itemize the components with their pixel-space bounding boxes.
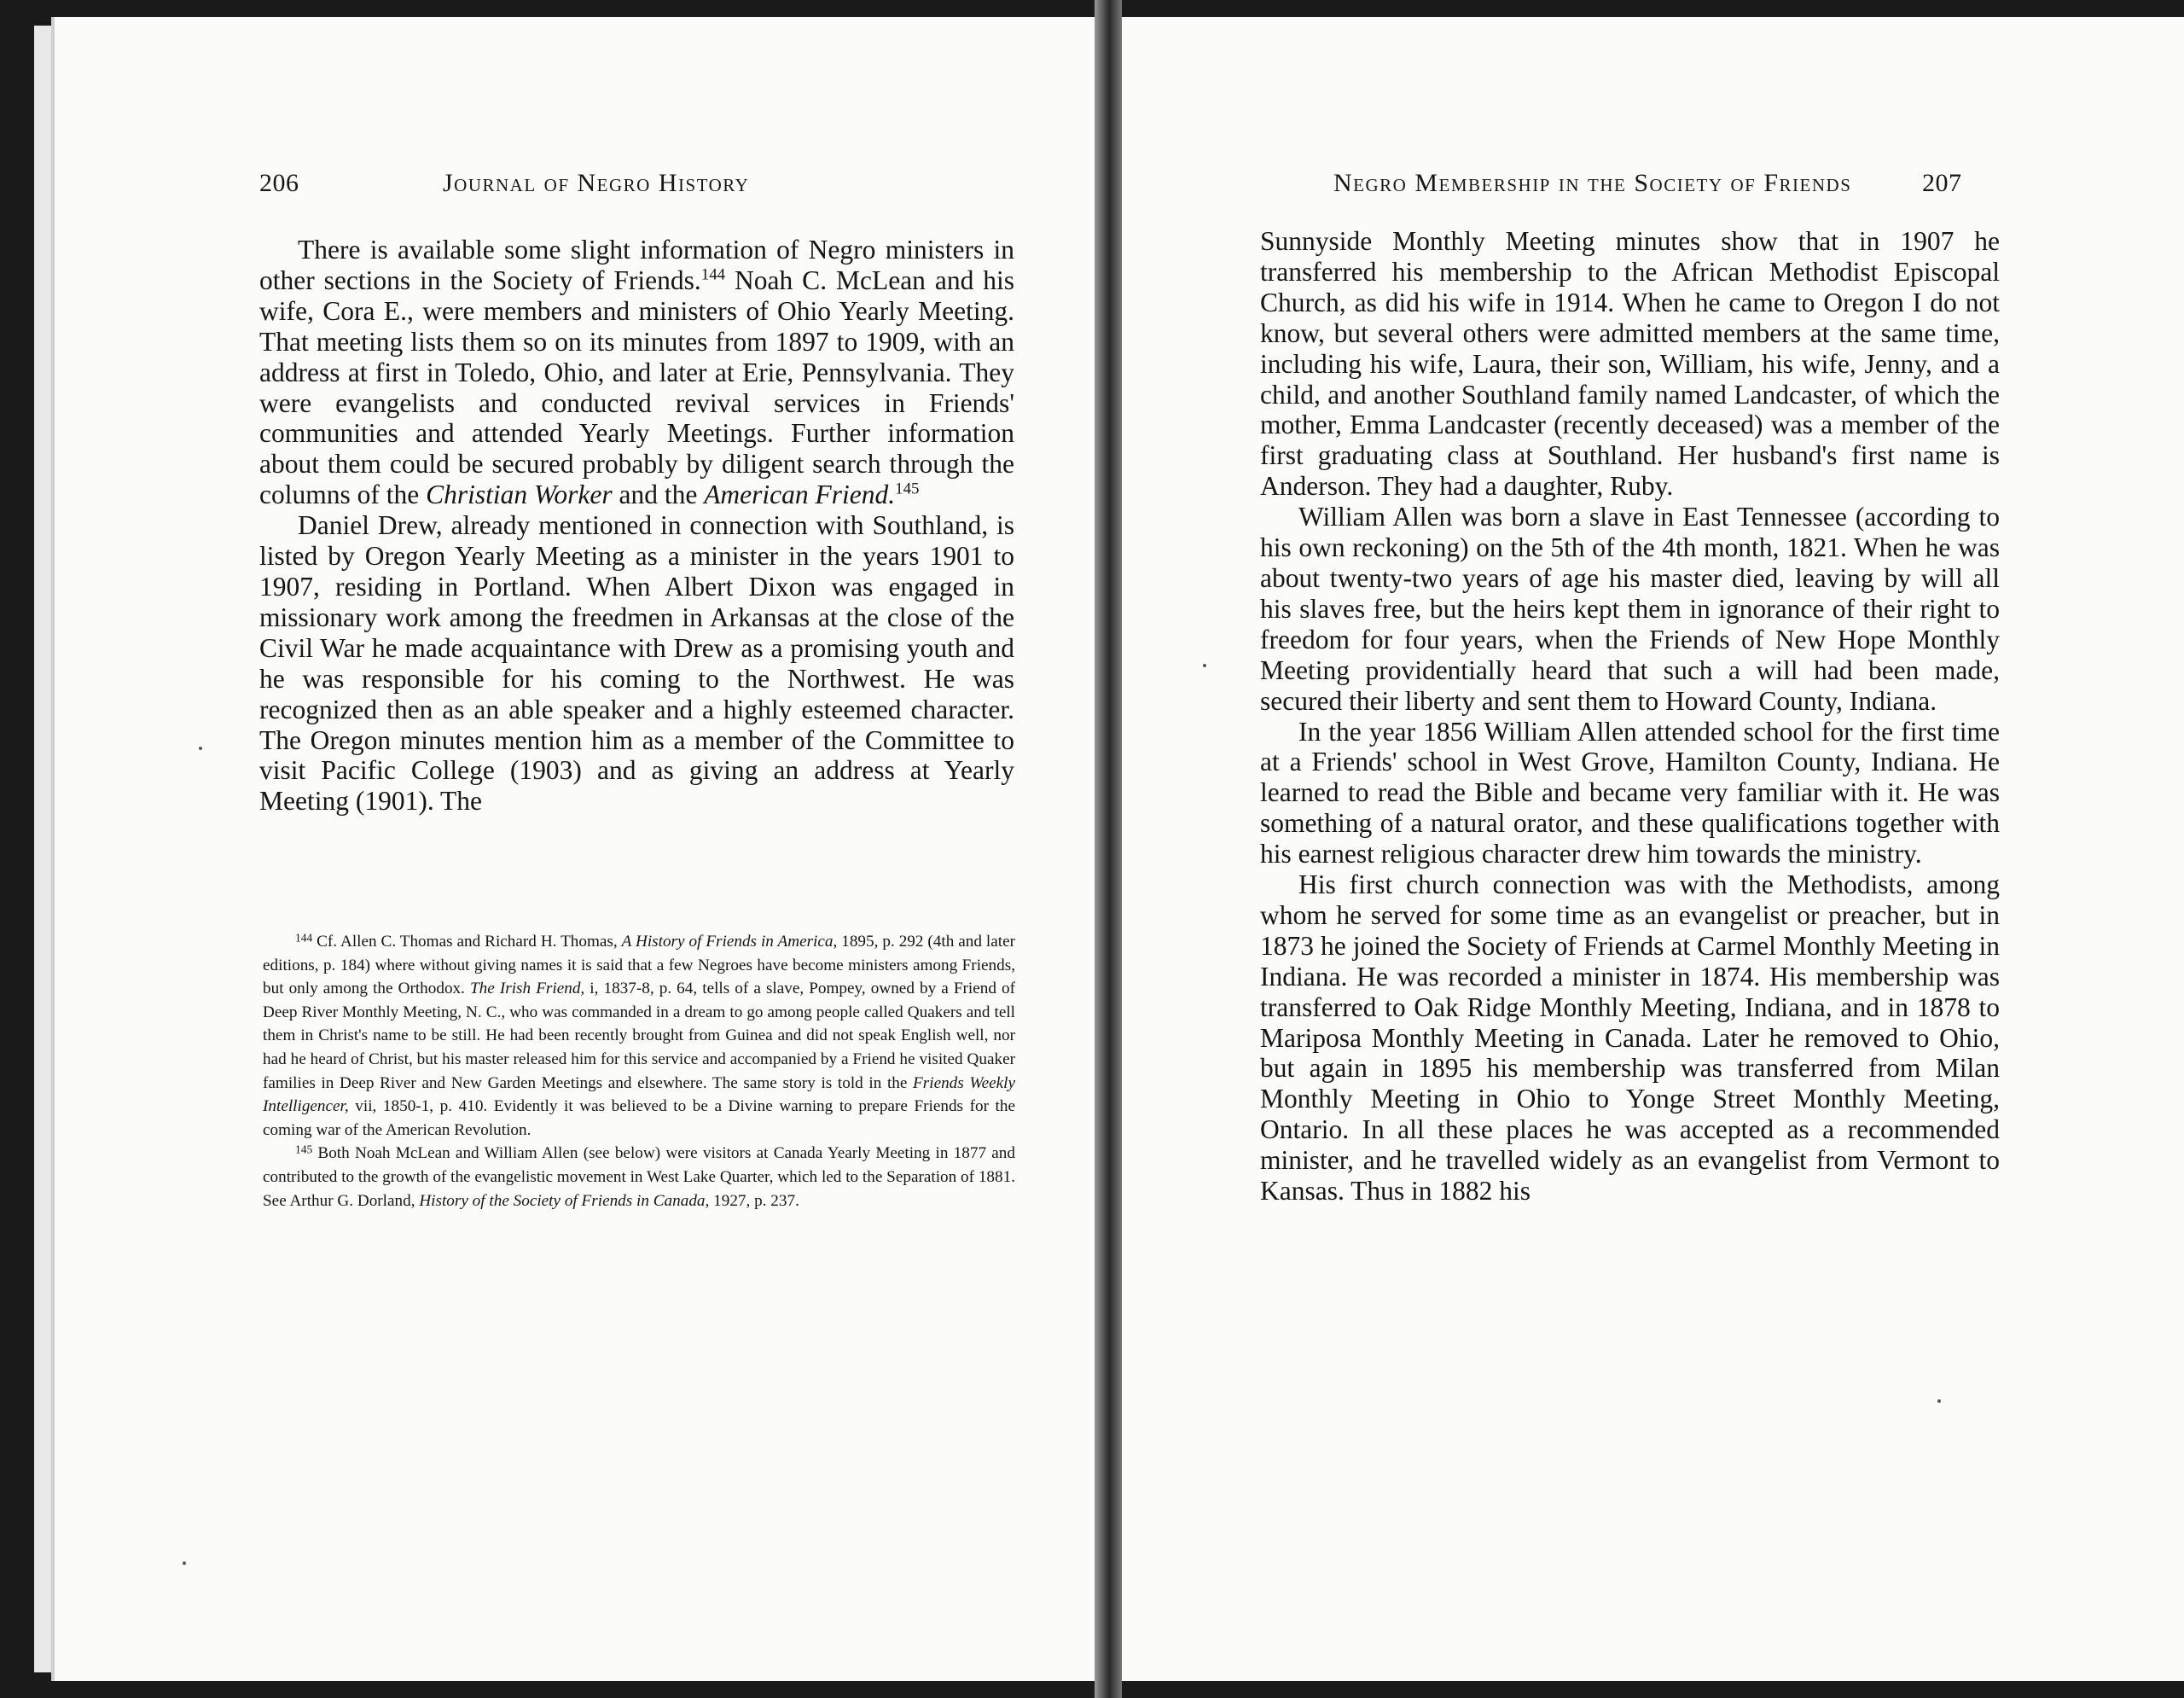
scan-speck [199,747,202,750]
footnote-145 [263,1142,1015,1212]
text-run: William Allen was born a slave in East Tennessee (according to his own reckoning) on the 5th of the 4th month, 1821. When he was about twenty-two years of age his master died, leaving by will all his slaves free, but the heirs kept them in ignorance of their right to freedom for four years, when the Friends of New Hope Monthly Meeting providentially heard that such a will had been made, secured their liberty and sent them to Howard County, Indiana. [1260,502,2000,716]
paragraph [259,510,1014,817]
footnote-marker: 145 [295,1143,313,1156]
text-run: vii, 1850-1, p. 410. Evidently it was believed to be a Divine warning to prepare Friends for the coming war of the American Revolution. [263,1097,1015,1139]
footnote-marker: 144 [700,265,726,284]
paragraph [259,235,1014,510]
text-run: Sunnyside Monthly Meeting minutes show that in 1907 he transferred his membership to the African Methodist Episcopal Church, as did his wife in 1914. When he came to Oregon I do not know, but several others were admitted members at the same time, including his wife, Laura, their son, William, his wife, Jenny, and a child, and another Southland family named Landcaster, of which the mother, Emma Landcaster (recently deceased) was a member of the first graduating class at Southland. Her husband's first name is Anderson. They had a daughter, Ruby. [1260,226,2000,502]
left-page [51,17,1098,1681]
running-head-left: Journal of Negro History [443,169,750,197]
text-run: Both Noah McLean and William Allen (see below) were visitors at Canada Yearly Meeting in 1877 and contributed to the growth of the evangelistic movement in West Lake Quarter, which led to the Separation of 1881. See Arthur G. Dorland, [263,1144,1015,1210]
left-body-text [259,235,1014,817]
paragraph [1260,502,2000,716]
text-run: Daniel Drew, already mentioned in connection with Southland, is listed by Oregon Yearly Meeting as a minister in the years 1901 to 1907, residing in Portland. When Albert Dixon was engaged in missionary work among the freedmen in Arkansas at the close of the Civil War he made acquaintance with Drew as a promising youth and he was responsible for his coming to the Northwest. He was recognized then as an able speaker and a highly esteemed character. The Oregon minutes mention him as a member of the Committee to visit Pacific College (1903) and as giving an address at Yearly Meeting (1901). The [259,510,1014,817]
text-run: and the [612,480,705,510]
italic-title: Christian Worker [426,480,613,510]
paragraph [1260,869,2000,1207]
right-body-text [1260,226,2000,1207]
book-gutter [1095,0,1122,1698]
left-footnotes [263,930,1015,1212]
scan-speck [1937,1399,1941,1403]
right-page [1122,17,2184,1681]
italic-title: A History of Friends in America, [621,933,838,951]
page-number-left: 206 [259,169,299,197]
scan-speck [1203,664,1206,667]
running-head-right: Negro Membership in the Society of Friends [1333,169,1852,197]
footnote-marker: 144 [295,931,313,945]
text-run: i, 1837-8, p. 64, tells of a slave, Pompey, owned by a Friend of Deep River Monthly Meeting, N. C., who was commanded in a dream to go among people called Quakers and tell them in Christ's name to be still. He had been recently brought from Guinea and did not speak English well, nor had he heard of Christ, but his master released him for this service and accompanied by a Friend he visited Quaker families in Deep River and New Garden Meetings and elsewhere. The same story is told in the [263,980,1015,1092]
text-run: 1927, p. 237. [709,1191,799,1210]
scan-speck [183,1561,186,1565]
italic-title: The Irish Friend, [470,980,585,998]
footnote-144 [263,930,1015,1142]
text-run: Cf. Allen C. Thomas and Richard H. Thomas, [312,933,622,951]
paragraph [1260,717,2000,870]
text-run: There is available some slight information of Negro ministers in other sections in the Society of Friends. [259,235,1014,295]
text-run: 1895, p. 292 (4th and later editions, p. 184) where without giving names it is said that a few Negroes have become ministers among Friends, but only among the Orthodox. [263,933,1015,998]
footnote-marker: 145 [895,480,920,498]
italic-title: Friends Weekly Intelligencer, [263,1073,1015,1116]
italic-title: History of the Society of Friends in Canada, [419,1191,710,1210]
page-number-right: 207 [1922,169,1962,197]
italic-title: American Friend. [704,480,896,510]
text-run: His first church connection was with the Methodists, among whom he served for some time as an evangelist or preacher, but in 1873 he joined the Society of Friends at Carmel Monthly Meeting in Indiana. He was recorded a minister in 1874. His membership was transferred to Oak Ridge Monthly Meeting, Indiana, and in 1878 to Mariposa Monthly Meeting in Canada. Later he removed to Ohio, but again in 1895 his membership was transferred from Milan Monthly Meeting in Ohio to Yonge Street Monthly Meeting, Ontario. In all these places he was accepted as a recommended minister, and he travelled widely as an evangelist from Vermont to Kansas. Thus in 1882 his [1260,869,2000,1207]
paragraph [1260,226,2000,502]
text-run: In the year 1856 William Allen attended school for the first time at a Friends' school in West Grove, Hamilton County, Indiana. He learned to read the Bible and became very familiar with it. He was something of a natural orator, and these qualifications together with his earnest religious character drew him towards the ministry. [1260,716,2000,869]
text-run: Noah C. McLean and his wife, Cora E., were members and ministers of Ohio Yearly Meeting. That meeting lists them so on its minutes from 1897 to 1909, with an address at first in Toledo, Ohio, and later at Erie, Pennsylvania. They were evangelists and conducted revival services in Friends' communities and attended Yearly Meetings. Further information about them could be secured probably by diligent search through the columns of the [259,265,1014,510]
